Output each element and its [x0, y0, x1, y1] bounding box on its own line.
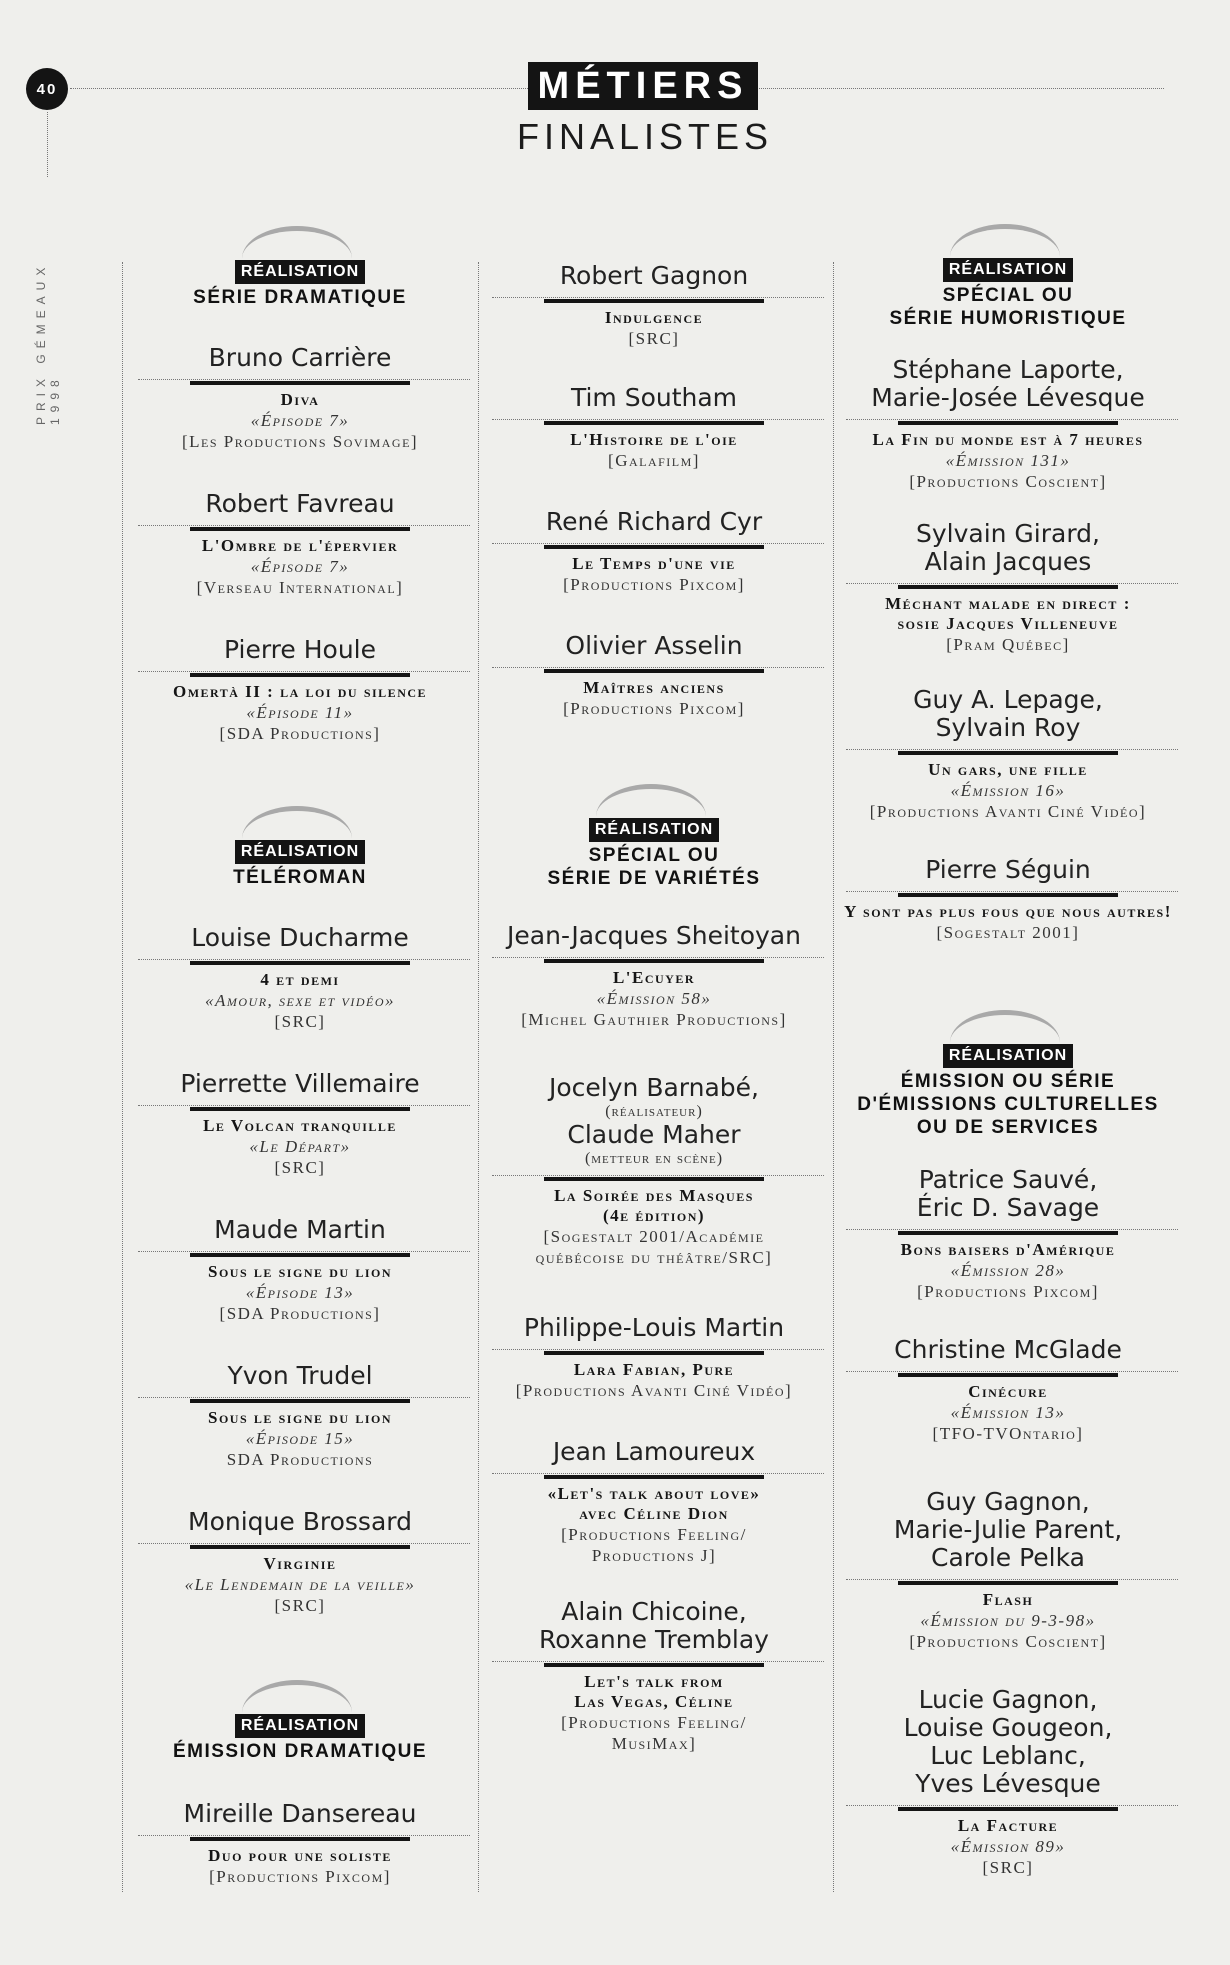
- episode: «Émission 13»: [950, 1403, 1066, 1422]
- production: québécoise du théâtre/SRC]: [535, 1248, 773, 1267]
- finalist-entry: [838, 1686, 1178, 1878]
- finalist-entry: [130, 1216, 470, 1324]
- finalist-name: Alain Jacques: [924, 547, 1092, 576]
- separator: [838, 1370, 1178, 1380]
- section-title: TÉLÉROMAN: [233, 867, 367, 888]
- production: [Productions Feeling/: [561, 1525, 747, 1544]
- work-title: Sous le signe du lion: [208, 1262, 392, 1281]
- finalist-entry: [130, 1070, 470, 1178]
- finalist-name: Guy Gagnon,: [926, 1487, 1090, 1516]
- work-title: Lara Fabian, Pure: [573, 1360, 735, 1379]
- finalist-name: Alain Chicoine,: [561, 1597, 747, 1626]
- column-divider: [478, 262, 479, 1892]
- finalist-name: Bruno Carrière: [208, 343, 392, 372]
- finalist-name: Patrice Sauvé,: [918, 1165, 1098, 1194]
- finalist-name: Mireille Dansereau: [183, 1799, 417, 1828]
- finalist-entry: [130, 1800, 470, 1887]
- production: MusiMax]: [611, 1734, 697, 1753]
- separator: [484, 418, 824, 428]
- work-title: Duo pour une soliste: [208, 1846, 392, 1865]
- section-label: RÉALISATION: [235, 1714, 365, 1738]
- finalist-entry: [838, 1336, 1178, 1444]
- section-title: SÉRIE HUMORISTIQUE: [889, 308, 1127, 329]
- production: [Productions Coscient]: [909, 1632, 1107, 1651]
- work-title: (4e édition): [602, 1206, 706, 1225]
- production: [Productions Pixcom]: [563, 575, 745, 594]
- section-serie-dramatique: [130, 260, 470, 309]
- section-label: RÉALISATION: [589, 818, 719, 842]
- finalist-entry: [838, 856, 1178, 943]
- work-title: La Fin du monde est à 7 heures: [872, 430, 1144, 449]
- work-title: Maîtres anciens: [583, 678, 725, 697]
- finalist-name: Olivier Asselin: [565, 631, 743, 660]
- work-title: Las Vegas, Céline: [574, 1692, 734, 1711]
- episode: «Épisode 15»: [245, 1429, 355, 1448]
- separator: [838, 1804, 1178, 1814]
- production: [Galafilm]: [608, 451, 700, 470]
- production: [Productions Pixcom]: [563, 699, 745, 718]
- production: [SRC]: [274, 1012, 326, 1031]
- section-title: SÉRIE DRAMATIQUE: [193, 287, 407, 308]
- separator: [130, 1834, 470, 1844]
- finalist-entry: [484, 922, 824, 1030]
- finalist-name: Sylvain Girard,: [915, 519, 1101, 548]
- production: [Les Productions Sovimage]: [181, 432, 419, 451]
- section-special-varietes: [484, 818, 824, 890]
- separator: [838, 418, 1178, 428]
- work-title: Omertà II : la loi du silence: [172, 682, 428, 701]
- finalist-entry: [130, 344, 470, 452]
- production: [SRC]: [982, 1858, 1034, 1877]
- episode: «Épisode 7»: [250, 411, 350, 430]
- separator: [484, 296, 824, 306]
- finalist-entry: [838, 1488, 1178, 1652]
- finalist-name: Yvon Trudel: [227, 1361, 373, 1390]
- page-number: 40: [26, 68, 68, 110]
- production: [Productions Pixcom]: [917, 1282, 1099, 1301]
- section-teleroman: [130, 840, 470, 889]
- work-title: Diva: [280, 390, 320, 409]
- column-divider: [833, 262, 834, 1892]
- section-special-humoristique: [838, 258, 1178, 330]
- finalist-name: Éric D. Savage: [916, 1193, 1100, 1222]
- separator: [838, 1578, 1178, 1588]
- section-title: OU DE SERVICES: [916, 1117, 1100, 1138]
- section-label: RÉALISATION: [235, 840, 365, 864]
- separator: [838, 1228, 1178, 1238]
- separator: [484, 542, 824, 552]
- separator: [484, 956, 824, 966]
- production: [TFO-TVOntario]: [932, 1424, 1084, 1443]
- work-title: Let's talk from: [584, 1672, 724, 1691]
- finalist-entry: [484, 632, 824, 719]
- section-title: ÉMISSION OU SÉRIE: [900, 1071, 1116, 1092]
- production: [Productions Pixcom]: [209, 1867, 391, 1886]
- side-rule: [47, 112, 48, 177]
- work-title: L'Ecuyer: [612, 968, 696, 987]
- production: Productions J]: [591, 1546, 717, 1565]
- finalist-name: Marie-Julie Parent,: [893, 1515, 1123, 1544]
- separator: [484, 1472, 824, 1482]
- production: [Sogestalt 2001/Académie: [543, 1227, 765, 1246]
- production: [SDA Productions]: [219, 1304, 381, 1323]
- finalist-entry: [484, 1074, 824, 1268]
- finalist-entry: [484, 262, 824, 349]
- episode: «Émission 16»: [950, 781, 1066, 800]
- work-title: Sous le signe du lion: [208, 1408, 392, 1427]
- finalist-entry: [130, 490, 470, 598]
- section-label: RÉALISATION: [943, 258, 1073, 282]
- page-subtitle: FINALISTES: [516, 116, 774, 157]
- finalist-name: Roxanne Tremblay: [539, 1625, 769, 1654]
- finalist-role: (réalisateur): [605, 1103, 703, 1120]
- separator: [130, 1104, 470, 1114]
- production: [Productions Coscient]: [909, 472, 1107, 491]
- work-title: sosie Jacques Villeneuve: [897, 614, 1119, 633]
- finalist-name: Jean Lamoureux: [552, 1437, 756, 1466]
- work-title: «Let's talk about love»: [547, 1484, 761, 1503]
- finalist-entry: [484, 508, 824, 595]
- finalist-name: Yves Lévesque: [915, 1769, 1101, 1798]
- separator: [130, 1250, 470, 1260]
- episode: «Amour, sexe et vidéo»: [204, 991, 396, 1010]
- finalist-entry: [484, 1438, 824, 1566]
- work-title: Un gars, une fille: [928, 760, 1088, 779]
- work-title: Le Volcan tranquille: [203, 1116, 397, 1135]
- separator: [838, 582, 1178, 592]
- finalist-name: Pierre Séguin: [925, 855, 1091, 884]
- finalist-entry: [130, 924, 470, 1032]
- section-title: SPÉCIAL OU: [588, 845, 720, 866]
- finalist-name: Pierrette Villemaire: [180, 1069, 420, 1098]
- work-title: avec Céline Dion: [579, 1504, 729, 1523]
- episode: «Épisode 7»: [250, 557, 350, 576]
- separator: [130, 524, 470, 534]
- finalist-name: Robert Gagnon: [559, 261, 749, 290]
- separator: [838, 890, 1178, 900]
- separator: [130, 1396, 470, 1406]
- finalist-entry: [838, 1166, 1178, 1302]
- separator: [484, 1174, 824, 1184]
- work-title: La Soirée des Masques: [554, 1186, 754, 1205]
- finalist-name: Carole Pelka: [931, 1543, 1085, 1572]
- finalist-name: Jocelyn Barnabé,: [549, 1073, 759, 1102]
- finalist-name: Maude Martin: [214, 1215, 386, 1244]
- episode: «Le Départ»: [249, 1137, 351, 1156]
- section-label: RÉALISATION: [943, 1044, 1073, 1068]
- finalist-role: (metteur en scène): [584, 1150, 724, 1167]
- separator: [484, 666, 824, 676]
- work-title: L'Histoire de l'oie: [570, 430, 738, 449]
- side-text: PRIX GÉMEAUX 1998: [34, 261, 62, 425]
- episode: «Épisode 13»: [245, 1283, 355, 1302]
- episode: «Émission du 9-3-98»: [920, 1611, 1096, 1630]
- section-emission-dramatique: [130, 1714, 470, 1763]
- section-title: D'ÉMISSIONS CULTURELLES: [857, 1094, 1159, 1115]
- production: [Productions Feeling/: [561, 1713, 747, 1732]
- finalist-name: Jean-Jacques Sheitoyan: [507, 921, 801, 950]
- section-title: ÉMISSION DRAMATIQUE: [172, 1741, 428, 1762]
- finalist-entry: [838, 356, 1178, 492]
- production: [SDA Productions]: [219, 724, 381, 743]
- finalist-name: Claude Maher: [567, 1120, 741, 1149]
- work-title: Méchant malade en direct :: [885, 594, 1131, 613]
- section-label: RÉALISATION: [235, 260, 365, 284]
- work-title: 4 et demi: [260, 970, 340, 989]
- episode: «Émission 131»: [945, 451, 1071, 470]
- finalist-entry: [484, 384, 824, 471]
- finalist-entry: [838, 520, 1178, 655]
- production: [SRC]: [274, 1596, 326, 1615]
- work-title: Indulgence: [604, 308, 704, 327]
- finalist-name: Stéphane Laporte,: [892, 355, 1124, 384]
- finalist-name: Lucie Gagnon,: [918, 1685, 1098, 1714]
- work-title: L'Ombre de l'épervier: [201, 536, 399, 555]
- page-title: MÉTIERS: [528, 62, 758, 110]
- production: [Michel Gauthier Productions]: [521, 1010, 787, 1029]
- finalist-name: Guy A. Lepage,: [913, 685, 1103, 714]
- finalist-name: Christine McGlade: [894, 1335, 1122, 1364]
- separator: [130, 378, 470, 388]
- production: [Sogestalt 2001]: [936, 923, 1080, 942]
- finalist-name: René Richard Cyr: [545, 507, 763, 536]
- finalist-entry: [484, 1314, 824, 1401]
- production: [Pram Québec]: [946, 635, 1070, 654]
- finalist-entry: [130, 1362, 470, 1470]
- work-title: Flash: [982, 1590, 1034, 1609]
- finalist-entry: [130, 1508, 470, 1616]
- finalist-name: Robert Favreau: [205, 489, 395, 518]
- production: [Productions Avanti Ciné Vidéo]: [515, 1381, 793, 1400]
- production: [SRC]: [274, 1158, 326, 1177]
- work-title: Virginie: [263, 1554, 337, 1573]
- work-title: Bons baisers d'Amérique: [900, 1240, 1116, 1259]
- finalist-name: Louise Gougeon,: [903, 1713, 1113, 1742]
- separator: [838, 748, 1178, 758]
- finalist-name: Tim Southam: [570, 383, 738, 412]
- finalist-name: Philippe-Louis Martin: [523, 1313, 785, 1342]
- finalist-entry: [838, 686, 1178, 822]
- section-title: SÉRIE DE VARIÉTÉS: [547, 868, 761, 889]
- separator: [484, 1348, 824, 1358]
- separator: [484, 1660, 824, 1670]
- finalist-entry: [484, 1598, 824, 1754]
- finalist-name: Marie-Josée Lévesque: [871, 383, 1145, 412]
- separator: [130, 1542, 470, 1552]
- production: [Verseau International]: [196, 578, 404, 597]
- episode: «Le Lendemain de la veille»: [184, 1575, 416, 1594]
- finalist-name: Monique Brossard: [188, 1507, 412, 1536]
- finalist-name: Louise Ducharme: [191, 923, 409, 952]
- episode: «Émission 28»: [950, 1261, 1066, 1280]
- finalist-name: Luc Leblanc,: [930, 1741, 1086, 1770]
- production: SDA Productions: [226, 1450, 374, 1469]
- column-divider: [122, 262, 123, 1892]
- episode: «Épisode 11»: [246, 703, 354, 722]
- work-title: Y sont pas plus fous que nous autres!: [844, 902, 1172, 921]
- finalist-entry: [130, 636, 470, 744]
- work-title: La Facture: [957, 1816, 1059, 1835]
- work-title: Cinécure: [968, 1382, 1048, 1401]
- episode: «Émission 89»: [950, 1837, 1066, 1856]
- separator: [130, 670, 470, 680]
- section-emissions-culturelles: [838, 1044, 1178, 1139]
- work-title: Le Temps d'une vie: [572, 554, 736, 573]
- episode: «Émission 58»: [596, 989, 712, 1008]
- production: [SRC]: [628, 329, 680, 348]
- finalist-name: Sylvain Roy: [935, 713, 1081, 742]
- separator: [130, 958, 470, 968]
- finalist-name: Pierre Houle: [223, 635, 376, 664]
- production: [Productions Avanti Ciné Vidéo]: [869, 802, 1147, 821]
- section-title: SPÉCIAL OU: [942, 285, 1074, 306]
